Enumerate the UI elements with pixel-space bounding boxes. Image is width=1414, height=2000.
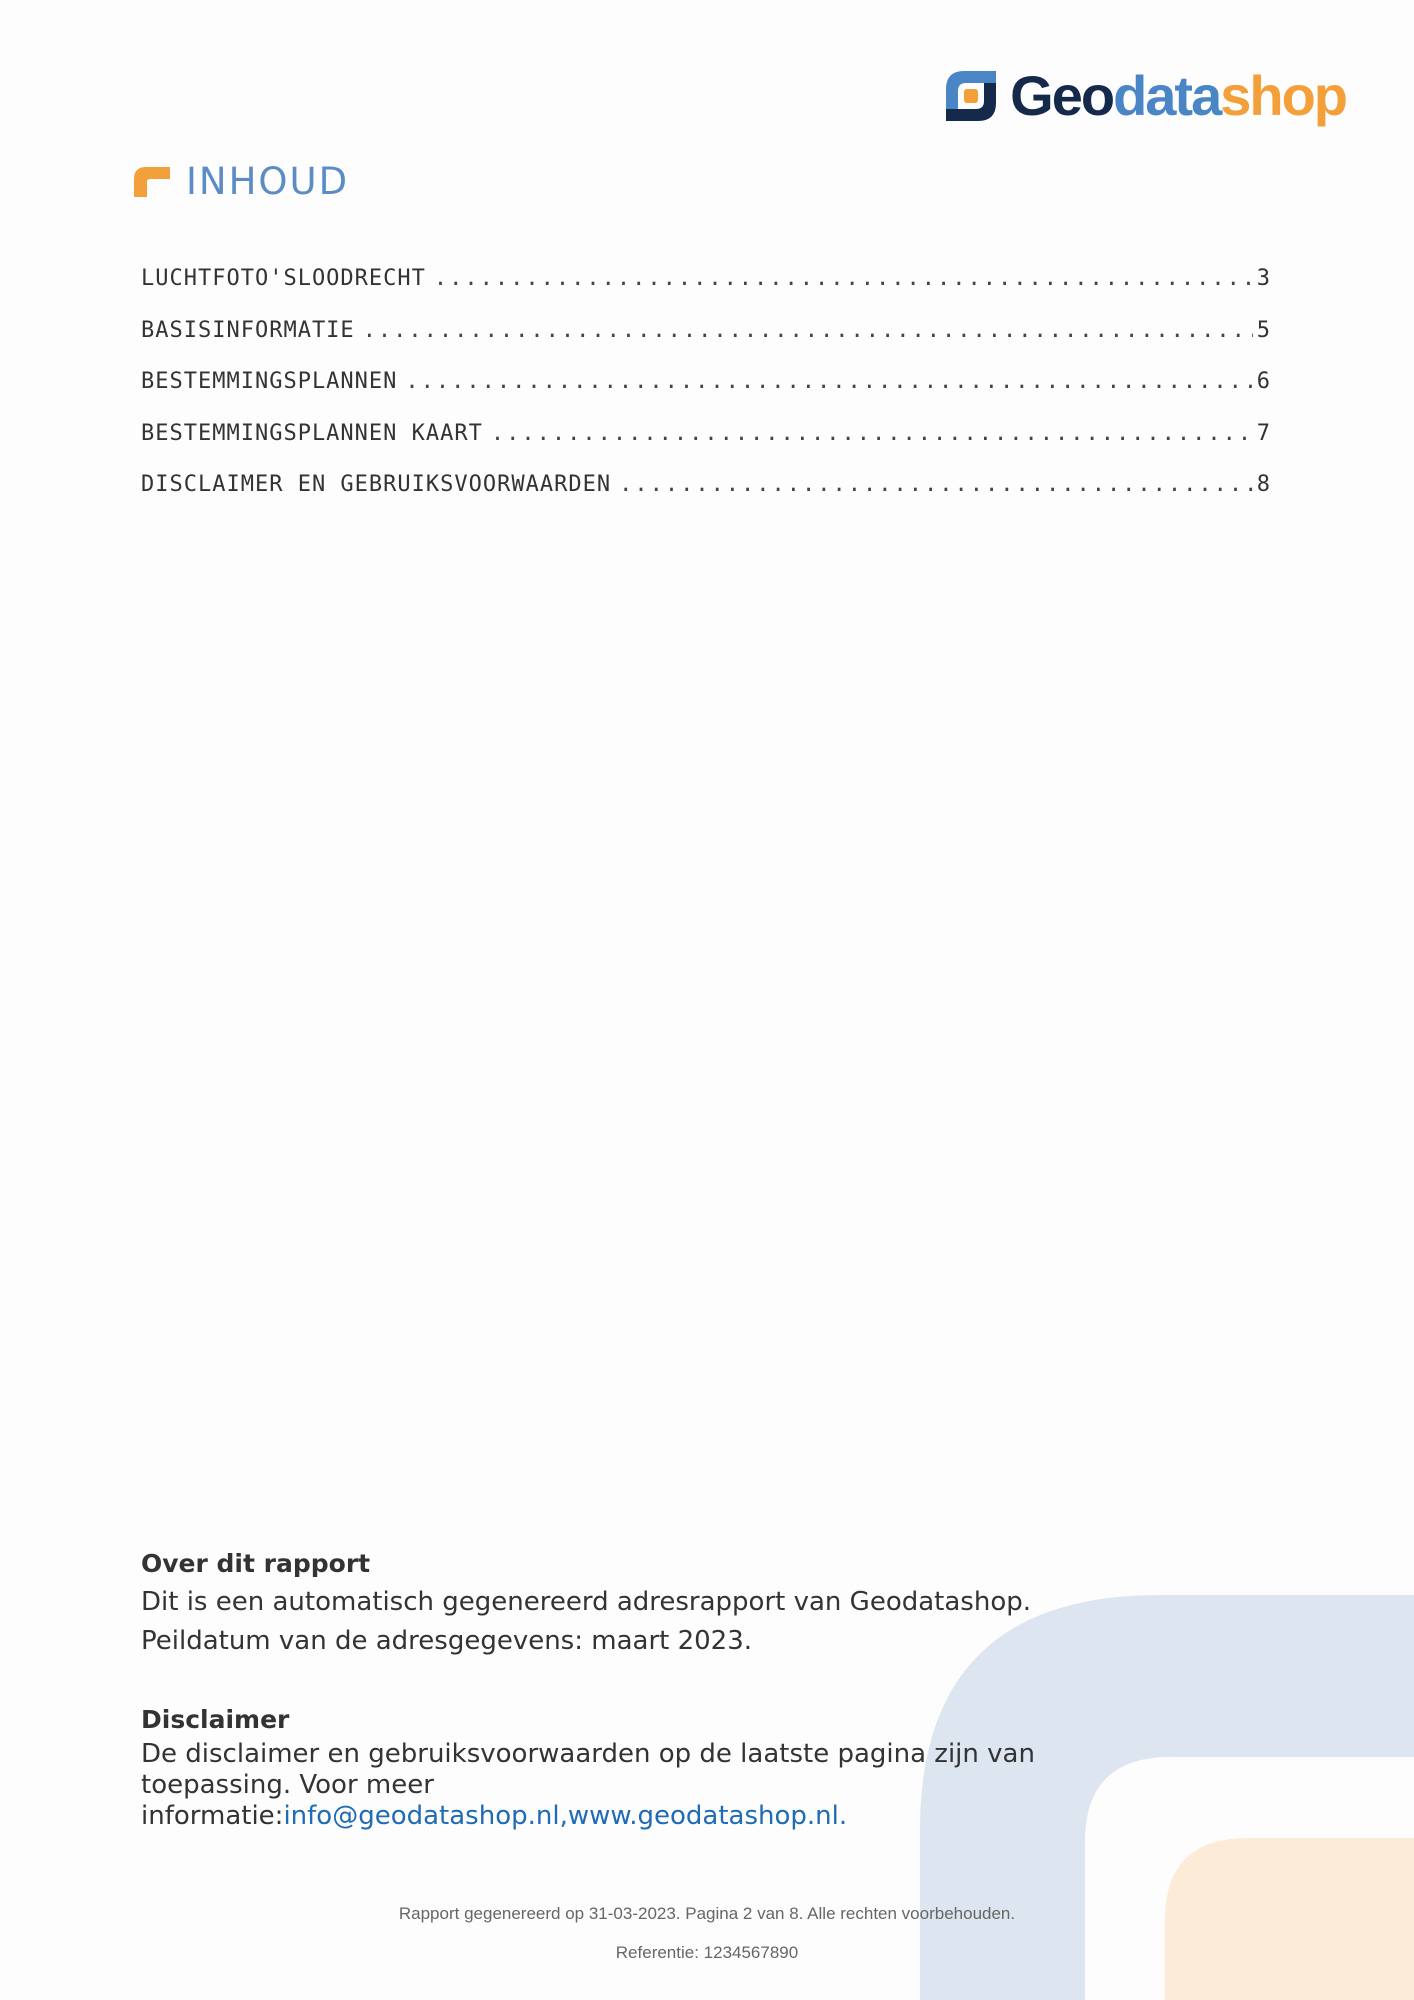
toc-entry-label: BASISINFORMATIE — [141, 317, 355, 343]
toc-entry-luchtfotos[interactable] — [141, 266, 1271, 318]
toc-leader-dots — [491, 421, 1253, 446]
section-heading — [134, 160, 349, 203]
email-link[interactable]: info@geodatashop.nl — [283, 1801, 560, 1831]
logo-part-data: data — [1113, 64, 1221, 127]
toc-entry-bestemmingsplannen[interactable] — [141, 369, 1271, 421]
disclaimer-line-2 — [141, 1770, 1141, 1832]
toc-entry-page: 3 — [1256, 266, 1271, 291]
toc-entry-page: 5 — [1256, 317, 1271, 343]
website-link[interactable]: www.geodatashop.nl. — [567, 1801, 848, 1831]
toc-leader-dots — [619, 472, 1253, 497]
toc-entry-disclaimer[interactable] — [141, 472, 1271, 524]
toc-leader-dots — [405, 369, 1252, 394]
disclaimer-line-1: De disclaimer en gebruiksvoorwaarden op de laatste pagina zijn van — [141, 1739, 1035, 1769]
spacer — [141, 1661, 1141, 1701]
disclaimer-title: Disclaimer — [141, 1705, 290, 1734]
toc-leader-dots — [434, 266, 1253, 291]
about-line-2: Peildatum van de adresgegevens: maart 2023. — [141, 1626, 753, 1656]
page-title: INHOUD — [186, 160, 350, 203]
toc-entry-page: 6 — [1256, 369, 1271, 394]
toc-entry-label: LUCHTFOTO'SLOODRECHT — [141, 266, 426, 291]
footer-reference: Referentie: 1234567890 — [615, 1943, 799, 1962]
link-separator: , — [559, 1801, 568, 1831]
logo-part-geo: Geo — [1010, 64, 1114, 127]
toc-entry-page: 7 — [1256, 420, 1271, 446]
report-info — [141, 1545, 1141, 1832]
disclaimer-prefix: toepassing. Voor meer informatie: — [141, 1770, 434, 1831]
footer-generated: Rapport gegenereerd op 31-03-2023. Pagina 2 van 8. Alle rechten voorbehouden. — [398, 1904, 1016, 1923]
toc-entry-label: DISCLAIMER EN GEBRUIKSVOORWAARDEN — [141, 472, 612, 497]
geodatashop-logo[interactable] — [942, 66, 1346, 126]
logo-part-shop: shop — [1220, 64, 1346, 127]
toc-entry-label: BESTEMMINGSPLANNEN — [141, 369, 398, 394]
toc-entry-page: 8 — [1256, 472, 1271, 497]
about-line-1: Dit is een automatisch gegenereerd adresrapport van Geodatashop. — [141, 1587, 1031, 1617]
toc-entry-bestemmingsplannen-kaart[interactable] — [141, 421, 1271, 473]
toc-leader-dots — [363, 318, 1253, 343]
logo-wordmark — [1010, 66, 1346, 126]
about-title: Over dit rapport — [141, 1549, 371, 1578]
geodatashop-logo-icon — [942, 67, 1000, 125]
toc-entry-label: BESTEMMINGSPLANNEN KAART — [141, 420, 483, 446]
toc-entry-basisinformatie[interactable] — [141, 318, 1271, 370]
table-of-contents — [141, 266, 1271, 524]
heading-corner-icon — [134, 167, 170, 197]
